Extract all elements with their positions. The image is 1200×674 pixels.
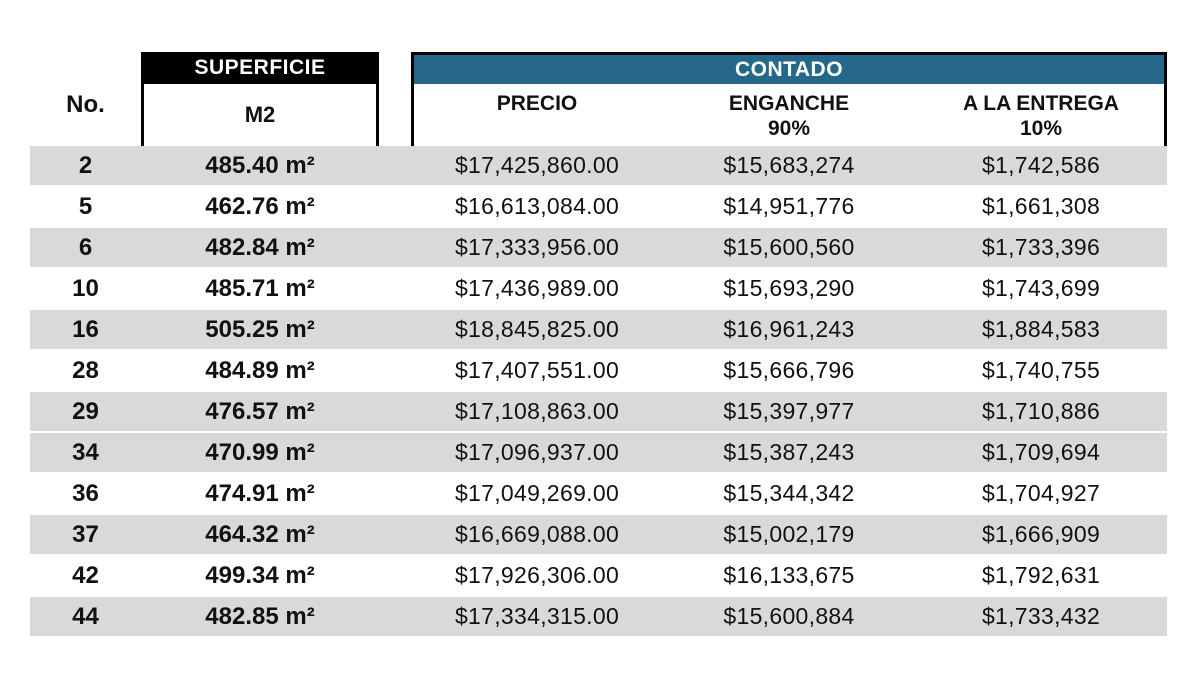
lot-number-cell: 42 xyxy=(72,561,99,589)
lot-number-cell: 6 xyxy=(78,233,93,261)
entrega-cell: $1,733,432 xyxy=(981,603,1101,629)
table-row xyxy=(30,433,1167,474)
table-row xyxy=(30,392,1167,433)
precio-cell: $17,926,306.00 xyxy=(454,562,620,588)
table-row xyxy=(30,597,1167,638)
surface-area-cell: 470.99 m² xyxy=(205,438,315,466)
entrega-cell: $1,666,909 xyxy=(981,521,1101,547)
table-row xyxy=(30,146,1167,187)
table-row xyxy=(30,515,1167,556)
precio-column-header xyxy=(411,84,663,146)
enganche-label: ENGANCHE xyxy=(728,92,850,115)
surface-area-cell: 482.85 m² xyxy=(205,602,315,630)
entrega-percent-label: 10% xyxy=(1019,117,1063,140)
enganche-column-header xyxy=(663,84,915,146)
precio-cell: $17,333,956.00 xyxy=(454,234,620,260)
table-row xyxy=(30,187,1167,228)
entrega-cell: $1,792,631 xyxy=(981,562,1101,588)
precio-cell: $17,436,989.00 xyxy=(454,275,620,301)
surface-area-cell: 485.71 m² xyxy=(205,274,315,302)
entrega-cell: $1,884,583 xyxy=(981,316,1101,342)
precio-cell: $17,049,269.00 xyxy=(454,480,620,506)
surface-area-cell: 476.57 m² xyxy=(205,397,315,425)
surface-area-cell: 482.84 m² xyxy=(205,233,315,261)
precio-cell: $17,334,315.00 xyxy=(454,603,620,629)
enganche-cell: $15,002,179 xyxy=(723,521,855,547)
no-column-header: No. xyxy=(66,91,105,118)
lot-number-cell: 2 xyxy=(78,151,93,179)
surface-area-cell: 505.25 m² xyxy=(205,315,315,343)
enganche-cell: $15,600,560 xyxy=(723,234,855,260)
lot-number-cell: 37 xyxy=(72,520,99,548)
precio-label: PRECIO xyxy=(496,92,578,115)
table-row xyxy=(30,474,1167,515)
enganche-cell: $16,133,675 xyxy=(723,562,855,588)
lot-number-cell: 34 xyxy=(72,438,99,466)
table-row xyxy=(30,269,1167,310)
contado-subheaders xyxy=(411,84,1167,146)
enganche-cell: $15,693,290 xyxy=(723,275,855,301)
enganche-cell: $15,600,884 xyxy=(723,603,855,629)
table-row xyxy=(30,228,1167,269)
precio-cell: $17,425,860.00 xyxy=(454,152,620,178)
lot-number-cell: 5 xyxy=(78,192,93,220)
surface-area-cell: 462.76 m² xyxy=(205,192,315,220)
precio-cell: $17,407,551.00 xyxy=(454,357,620,383)
entrega-cell: $1,742,586 xyxy=(981,152,1101,178)
table-row xyxy=(30,310,1167,351)
table-rows xyxy=(30,146,1167,638)
lot-number-cell: 10 xyxy=(72,274,99,302)
table-row xyxy=(30,556,1167,597)
precio-cell: $17,096,937.00 xyxy=(454,439,620,465)
surface-area-cell: 474.91 m² xyxy=(205,479,315,507)
enganche-cell: $15,397,977 xyxy=(723,398,855,424)
lot-number-cell: 29 xyxy=(72,397,99,425)
lot-number-cell: 28 xyxy=(72,356,99,384)
precio-cell: $18,845,825.00 xyxy=(454,316,620,342)
entrega-column-header xyxy=(915,84,1167,146)
table-row xyxy=(30,351,1167,392)
lot-number-cell: 36 xyxy=(72,479,99,507)
contado-title: CONTADO xyxy=(411,52,1167,84)
precio-cell: $16,669,088.00 xyxy=(454,521,620,547)
lot-number-cell: 16 xyxy=(72,315,99,343)
precio-cell: $16,613,084.00 xyxy=(454,193,620,219)
contado-header-box xyxy=(411,52,1167,146)
superficie-header-box xyxy=(141,52,379,146)
enganche-cell: $14,951,776 xyxy=(723,193,855,219)
surface-area-cell: 499.34 m² xyxy=(205,561,315,589)
entrega-cell: $1,661,308 xyxy=(981,193,1101,219)
entrega-cell: $1,740,755 xyxy=(981,357,1101,383)
enganche-cell: $15,666,796 xyxy=(723,357,855,383)
surface-area-cell: 484.89 m² xyxy=(205,356,315,384)
surface-area-cell: 485.40 m² xyxy=(205,151,315,179)
enganche-cell: $15,344,342 xyxy=(723,480,855,506)
superficie-title: SUPERFICIE xyxy=(141,52,379,84)
entrega-cell: $1,743,699 xyxy=(981,275,1101,301)
enganche-percent-label: 90% xyxy=(767,117,811,140)
enganche-cell: $15,683,274 xyxy=(723,152,855,178)
entrega-label: A LA ENTREGA xyxy=(963,92,1119,115)
surface-area-cell: 464.32 m² xyxy=(205,520,315,548)
precio-cell: $17,108,863.00 xyxy=(454,398,620,424)
entrega-cell: $1,733,396 xyxy=(981,234,1101,260)
lot-number-cell: 44 xyxy=(72,602,99,630)
enganche-cell: $16,961,243 xyxy=(723,316,855,342)
superficie-subtitle: M2 xyxy=(244,102,276,127)
entrega-cell: $1,710,886 xyxy=(981,398,1101,424)
entrega-cell: $1,704,927 xyxy=(981,480,1101,506)
enganche-cell: $15,387,243 xyxy=(723,439,855,465)
entrega-cell: $1,709,694 xyxy=(981,439,1101,465)
